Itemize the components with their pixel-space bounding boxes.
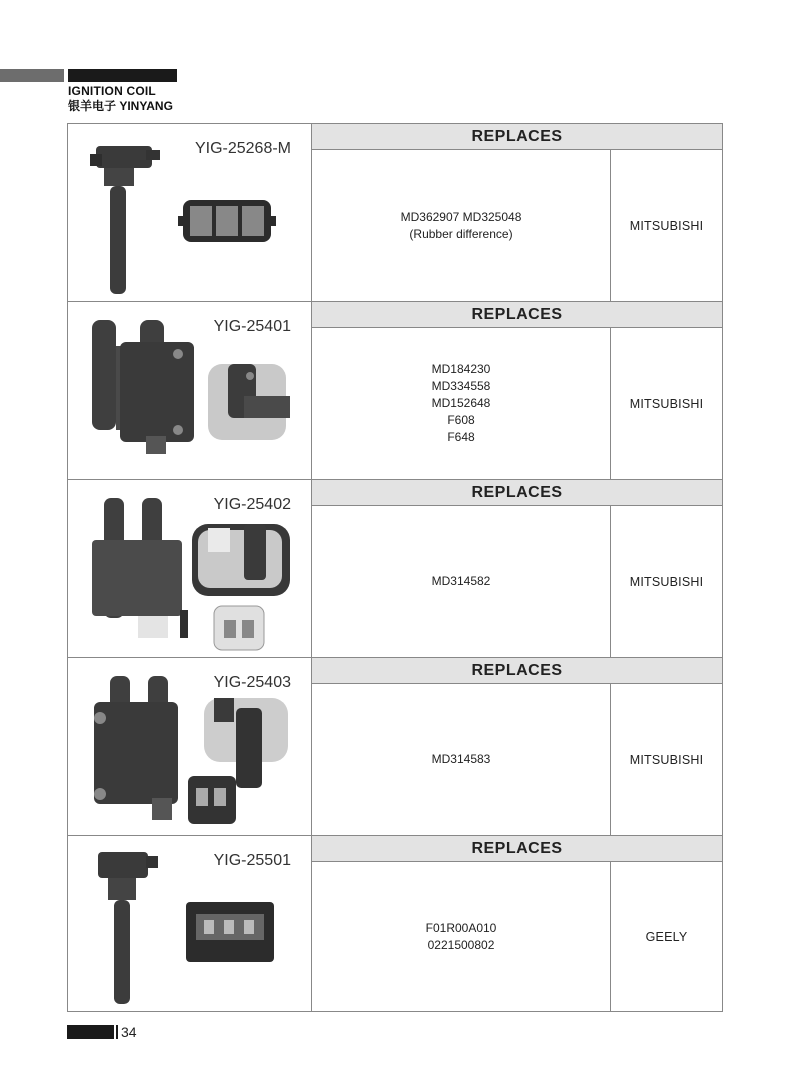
part-number: YIG-25268-M <box>194 140 291 157</box>
table-row <box>68 480 722 658</box>
vehicle-brand: MITSUBISHI <box>629 396 704 411</box>
product-image-cell <box>68 836 312 1011</box>
oem-codes-cell <box>312 328 611 479</box>
replaces-header: REPLACES <box>312 480 722 506</box>
part-number: YIG-25402 <box>213 496 291 513</box>
part-number: YIG-25401 <box>213 318 291 335</box>
section-title: IGNITION COIL <box>68 84 156 98</box>
product-image-cell <box>68 480 312 657</box>
table-row <box>68 302 722 480</box>
part-number: YIG-25403 <box>213 674 291 691</box>
oem-code: MD314583 <box>431 752 491 766</box>
oem-code: (Rubber difference) <box>409 226 513 241</box>
oem-code: F648 <box>447 430 475 444</box>
oem-code: MD184230 <box>431 362 491 376</box>
oem-code: F01R00A010 <box>425 920 497 935</box>
product-image-cell <box>68 658 312 835</box>
part-number: YIG-25501 <box>213 852 291 869</box>
vehicle-brand: GEELY <box>645 929 688 944</box>
replaces-header: REPLACES <box>312 302 722 328</box>
oem-code: 0221500802 <box>427 937 495 952</box>
oem-code: F608 <box>447 413 475 427</box>
table-row <box>68 658 722 836</box>
page-number: 34 <box>121 1024 137 1040</box>
table-row <box>68 124 722 302</box>
replaces-header: REPLACES <box>312 124 722 150</box>
replaces-header: REPLACES <box>312 836 722 862</box>
vehicle-brand: MITSUBISHI <box>629 574 704 589</box>
header-gray-bar <box>0 69 64 82</box>
product-image-cell <box>68 302 312 479</box>
oem-codes-cell <box>312 150 611 301</box>
oem-code: MD152648 <box>431 396 491 410</box>
oem-code: MD314582 <box>431 574 491 588</box>
header-black-bar <box>68 69 177 82</box>
replaces-header: REPLACES <box>312 658 722 684</box>
oem-code: MD362907 MD325048 <box>400 209 522 224</box>
footer-divider <box>116 1025 118 1039</box>
product-image-cell <box>68 124 312 301</box>
brand-subtitle: 银羊电子 YINYANG <box>68 99 173 113</box>
oem-code: MD334558 <box>431 379 491 393</box>
oem-codes-cell <box>312 684 611 835</box>
product-table <box>67 123 723 1012</box>
vehicle-brand: MITSUBISHI <box>629 218 704 233</box>
oem-codes-cell <box>312 506 611 657</box>
oem-codes-cell <box>312 862 611 1011</box>
vehicle-brand: MITSUBISHI <box>629 752 704 767</box>
table-row <box>68 836 722 1011</box>
footer-black-bar <box>67 1025 114 1039</box>
